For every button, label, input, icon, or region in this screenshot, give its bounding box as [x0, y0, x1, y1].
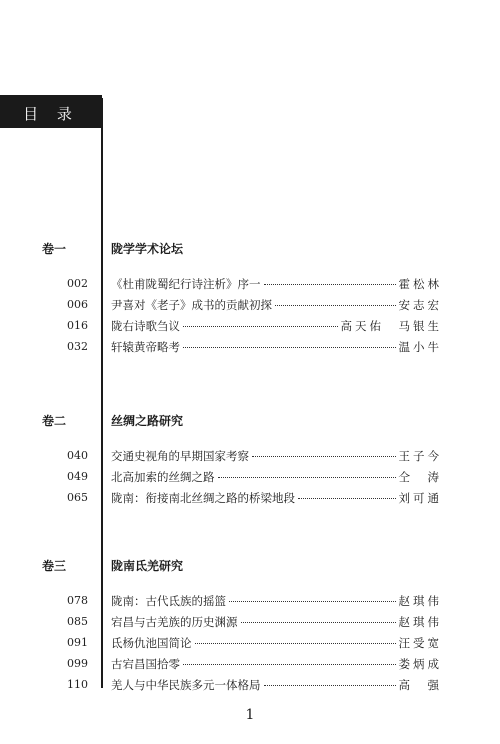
section-label: 卷三 — [42, 559, 67, 573]
entry-page: 091 — [67, 636, 88, 649]
entry-title: 陇南：古代氐族的摇篮 — [111, 594, 226, 608]
entry-page: 085 — [67, 615, 88, 628]
leader-dots — [275, 305, 396, 306]
entry-title: 陇右诗歌刍议 — [111, 319, 180, 333]
entry-page: 099 — [67, 657, 88, 670]
page-number: 1 — [245, 707, 255, 723]
entry-title: 宕昌与古羌族的历史渊源 — [111, 615, 238, 629]
leader-dots — [229, 601, 396, 602]
toc-entry[interactable] — [0, 634, 500, 655]
entry-page: 078 — [67, 594, 88, 607]
section-title: 陇学学术论坛 — [111, 242, 184, 256]
entry-author: 刘可通 — [398, 491, 442, 505]
entry-title: 古宕昌国拾零 — [111, 657, 180, 671]
section-label: 卷一 — [42, 242, 67, 256]
entry-title: 北高加索的丝绸之路 — [111, 470, 215, 484]
leader-dots — [264, 284, 396, 285]
toc-entry[interactable] — [0, 676, 500, 697]
leader-dots — [252, 456, 396, 457]
entry-title: 尹喜对《老子》成书的贡献初探 — [111, 298, 272, 312]
entry-author: 娄炳成 — [398, 657, 442, 671]
entry-author: 安志宏 — [398, 298, 442, 312]
leader-dots — [241, 622, 396, 623]
section-title: 丝绸之路研究 — [111, 414, 184, 428]
toc-entry[interactable] — [0, 592, 500, 613]
entry-page: 040 — [67, 449, 88, 462]
entry-title: 《杜甫陇蜀纪行诗注析》序一 — [111, 277, 261, 291]
entry-page: 032 — [67, 340, 88, 353]
toc-entry[interactable] — [0, 275, 500, 296]
entry-author: 仝 涛 — [398, 470, 442, 484]
leader-dots — [183, 326, 338, 327]
entry-author: 王子今 — [398, 449, 442, 463]
section-title: 陇南氐羌研究 — [111, 559, 184, 573]
entry-title: 轩辕黄帝略考 — [111, 340, 180, 354]
entry-author: 赵琪伟 — [398, 594, 442, 608]
toc-entry[interactable] — [0, 317, 500, 338]
entry-title: 羌人与中华民族多元一体格局 — [111, 678, 261, 692]
toc-entry[interactable] — [0, 613, 500, 634]
entry-page: 006 — [67, 298, 88, 311]
toc-entry[interactable] — [0, 655, 500, 676]
entry-page: 110 — [67, 678, 88, 691]
toc-entry[interactable] — [0, 296, 500, 317]
entry-author: 霍松林 — [398, 277, 442, 291]
entry-author: 高 强 — [398, 678, 442, 692]
entry-author: 汪受宽 — [398, 636, 442, 650]
toc-entry[interactable] — [0, 489, 500, 510]
toc-title: 目 录 — [0, 98, 102, 128]
entry-author: 高天佑 马银生 — [340, 319, 442, 333]
leader-dots — [264, 685, 396, 686]
leader-dots — [183, 664, 396, 665]
entry-page: 049 — [67, 470, 88, 483]
toc-entry[interactable] — [0, 338, 500, 359]
entry-title: 陇南：衔接南北丝绸之路的桥梁地段 — [111, 491, 295, 505]
entry-title: 氐杨仇池国简论 — [111, 636, 192, 650]
entry-page: 002 — [67, 277, 88, 290]
entry-author: 赵琪伟 — [398, 615, 442, 629]
leader-dots — [183, 347, 396, 348]
leader-dots — [298, 498, 396, 499]
section-label: 卷二 — [42, 414, 67, 428]
entry-page: 065 — [67, 491, 88, 504]
toc-entry[interactable] — [0, 447, 500, 468]
leader-dots — [195, 643, 396, 644]
entry-page: 016 — [67, 319, 88, 332]
leader-dots — [218, 477, 396, 478]
entry-title: 交通史视角的早期国家考察 — [111, 449, 249, 463]
entry-author: 温小牛 — [398, 340, 442, 354]
toc-entry[interactable] — [0, 468, 500, 489]
